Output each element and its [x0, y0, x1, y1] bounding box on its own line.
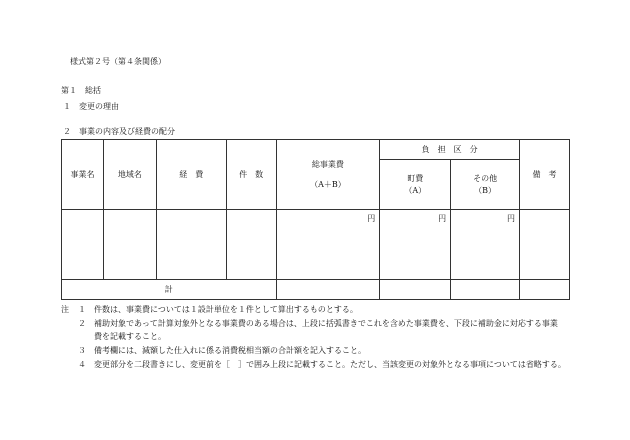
expense-table [61, 139, 570, 300]
cell-total-cost [276, 210, 380, 280]
header-burden: 負 担 区 分 [380, 140, 520, 160]
header-total-cost: 総事業費 （A＋B） [276, 140, 380, 210]
total-total-cost [276, 280, 380, 300]
unit-yen: 円 [438, 214, 447, 223]
cell-count [226, 210, 276, 280]
header-other-cost: その他 （B） [451, 160, 520, 210]
cell-region-name [103, 210, 156, 280]
total-town-cost [380, 280, 451, 300]
total-row-label: 計 [62, 280, 277, 300]
section1-item1: １ 変更の理由 [63, 102, 119, 111]
cell-remarks [520, 210, 570, 280]
cell-town-cost [380, 210, 451, 280]
section1-title: 第１ 総括 [61, 86, 101, 95]
cell-other-cost [451, 210, 520, 280]
unit-yen: 円 [507, 214, 516, 223]
form-title: 様式第２号（第４条関係） [70, 57, 166, 66]
unit-yen: 円 [367, 214, 376, 223]
header-town-cost: 町費 （A） [380, 160, 451, 210]
header-project-name: 事業名 [62, 140, 104, 210]
total-remarks [520, 280, 570, 300]
header-remarks: 備 考 [520, 140, 570, 210]
cell-project-name [62, 210, 104, 280]
cell-expense [156, 210, 226, 280]
notes-label: 注 [61, 305, 69, 314]
total-other-cost [451, 280, 520, 300]
section2-title: ２ 事業の内容及び経費の配分 [63, 127, 175, 136]
header-expense: 経 費 [156, 140, 226, 210]
header-count: 件 数 [226, 140, 276, 210]
header-region-name: 地域名 [103, 140, 156, 210]
